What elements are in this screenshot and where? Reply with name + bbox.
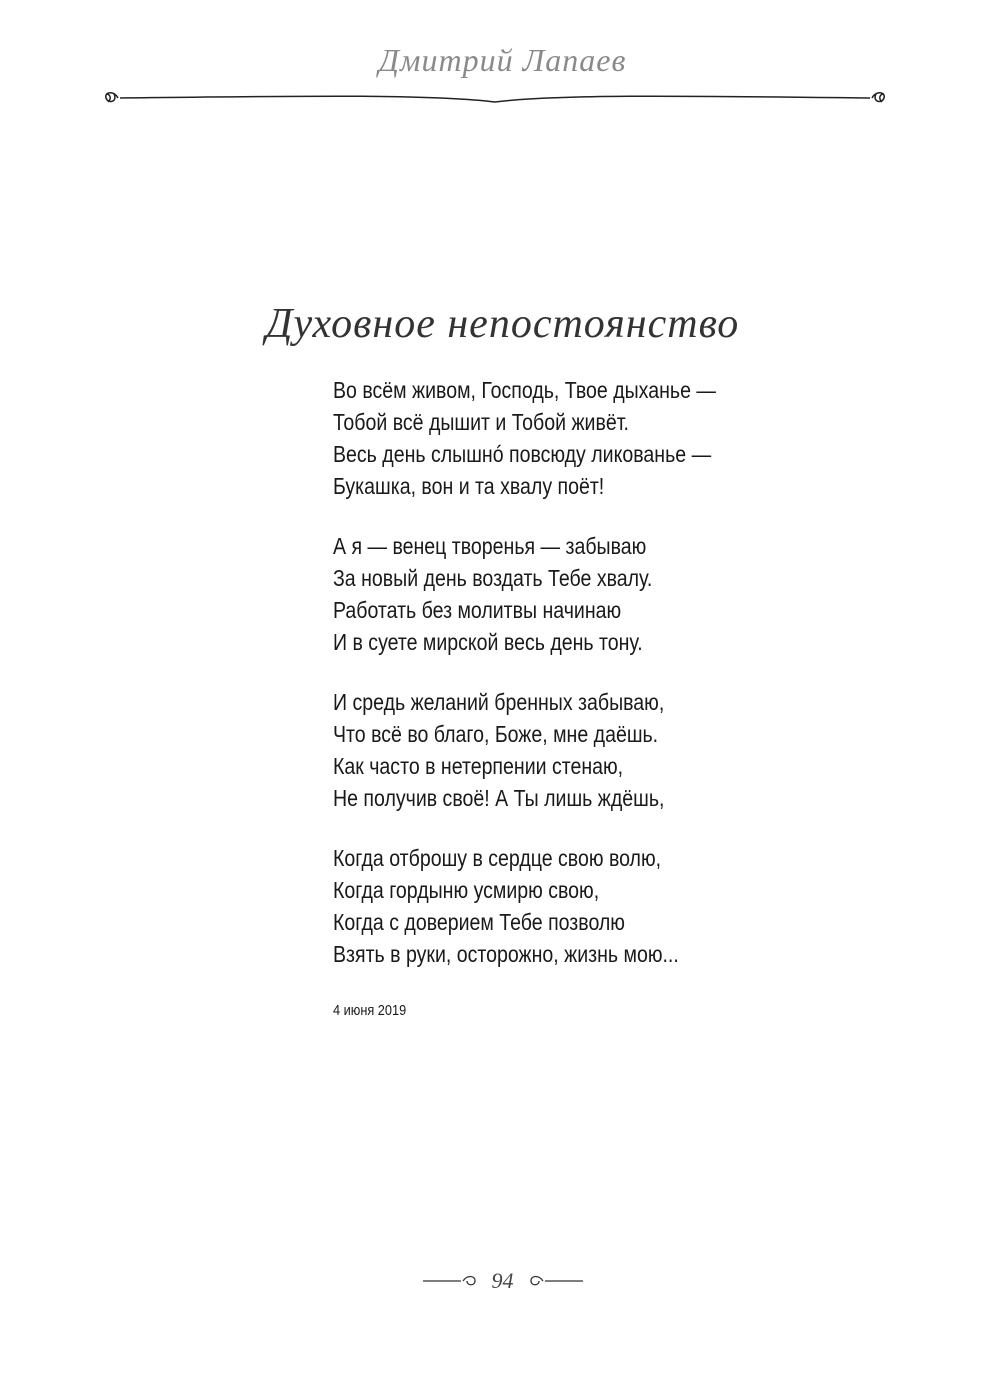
poem-line: Работать без молитвы начинаю: [333, 597, 622, 623]
poem-line: Тобой всё дышит и Тобой живёт.: [333, 409, 629, 435]
poem-line: Букашка, вон и та хвалу поёт!: [333, 473, 605, 499]
right-flourish-icon: [528, 1274, 583, 1288]
stanza: [333, 686, 716, 814]
poem-line: Когда отброшу в сердце свою волю,: [333, 845, 662, 871]
stanza: [333, 374, 716, 502]
poem-line: Как часто в нетерпении стенаю,: [333, 753, 624, 779]
poem-title: Духовное непостоянство: [265, 301, 740, 347]
poem-line: И средь желаний бренных забываю,: [333, 689, 665, 715]
poem-line: Что всё во благо, Боже, мне даёшь.: [333, 721, 659, 747]
poem-line: Весь день слышнó повсюду ликованье —: [333, 441, 712, 467]
poem-line: Во всём живом, Господь, Твое дыханье —: [333, 377, 716, 403]
page-footer: [0, 1268, 1005, 1294]
poem-line: Не получив своё! А Ты лишь ждёшь,: [333, 785, 665, 811]
poem-line: И в суете мирской весь день тону.: [333, 629, 643, 655]
poem-body: [333, 374, 716, 998]
left-flourish-icon: [423, 1274, 478, 1288]
poem-line: А я — венец творенья — забываю: [333, 533, 647, 559]
poem-line: Взять в руки, осторожно, жизнь мою...: [333, 941, 679, 967]
stanza: [333, 842, 716, 970]
poem-line: За новый день воздать Тебе хвалу.: [333, 565, 653, 591]
poem-line: Когда с доверием Тебе позволю: [333, 909, 625, 935]
running-header-author: Дмитрий Лапаев: [378, 42, 627, 78]
poem-line: Когда гордыню усмирю свою,: [333, 877, 600, 903]
poem-date: 4 июня 2019: [333, 1002, 407, 1019]
ornamental-divider: [100, 86, 890, 110]
page-number: 94: [491, 1268, 514, 1293]
stanza: [333, 530, 716, 658]
